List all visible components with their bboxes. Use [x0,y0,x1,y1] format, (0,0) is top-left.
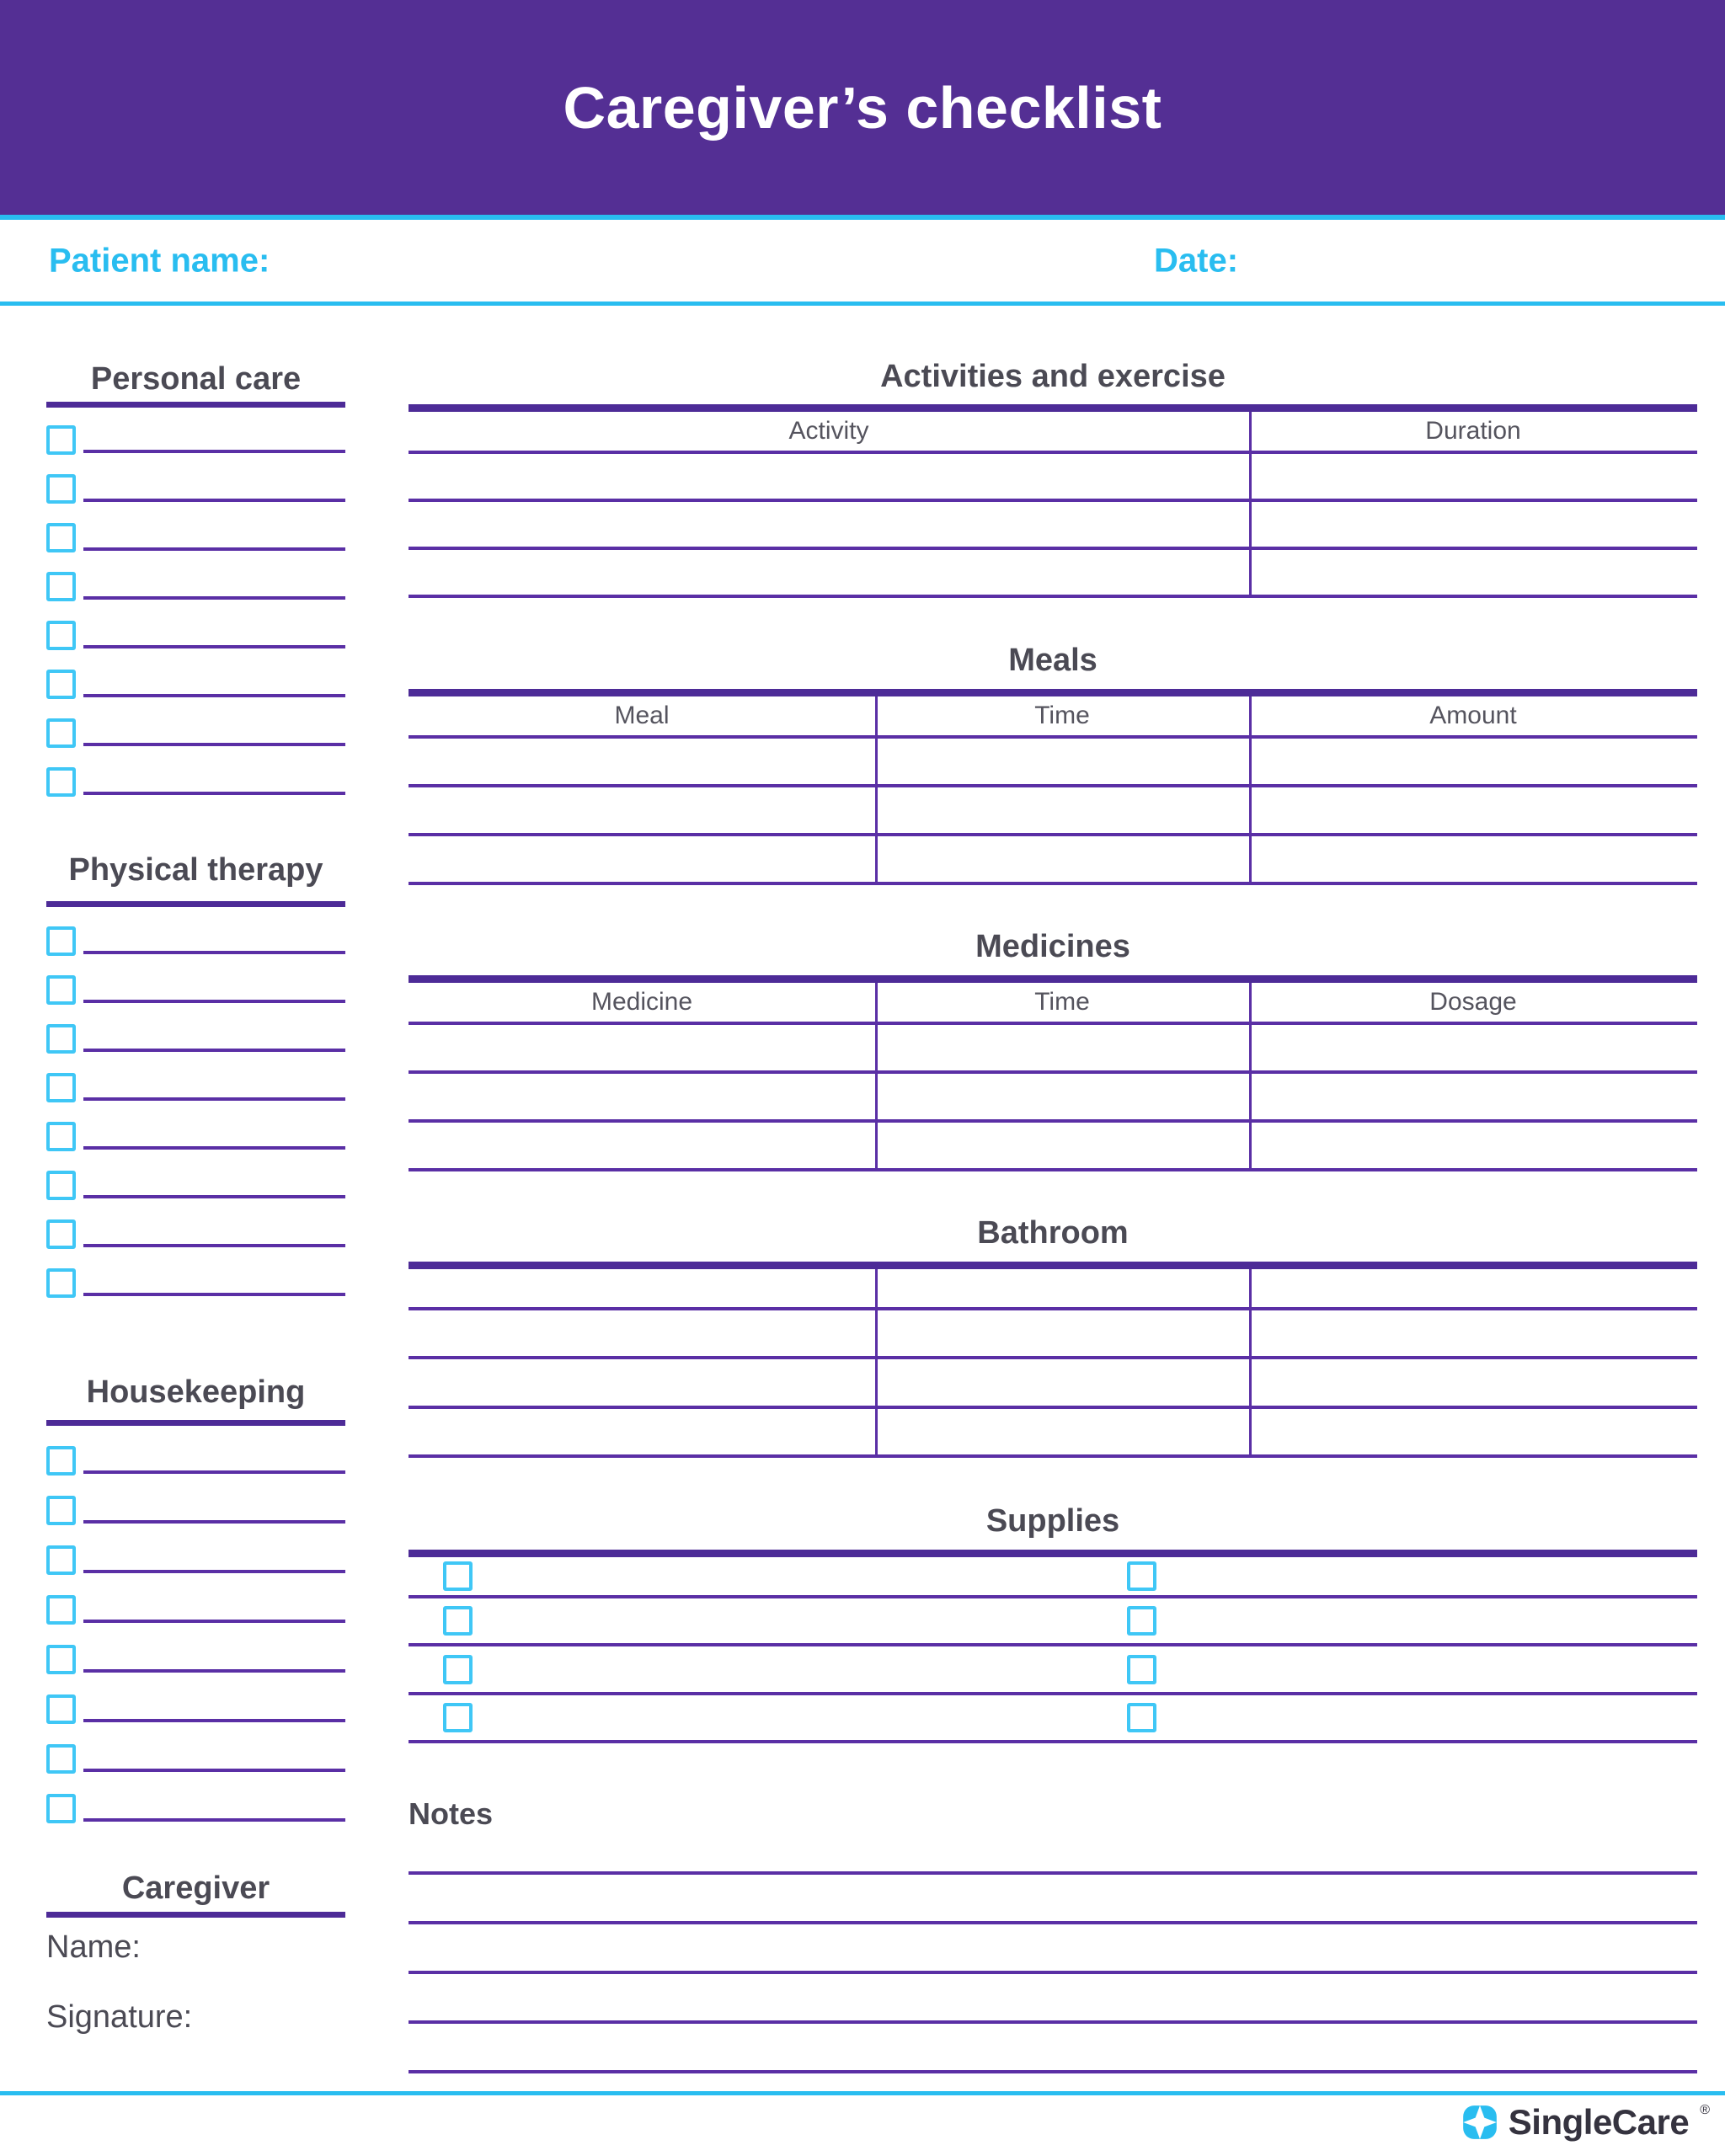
medicines-table [409,975,1697,1171]
checkbox[interactable] [46,1645,76,1674]
column-header-meal: Meal [614,702,670,729]
section-underline [46,901,345,907]
checkbox[interactable] [46,425,76,455]
write-in-line [83,1470,345,1474]
checkbox[interactable] [46,1268,76,1298]
page-title: Caregiver’s checklist [563,74,1162,141]
table-row [409,1074,1697,1123]
checkbox[interactable] [46,1595,76,1625]
notes-lines [409,1871,1697,2073]
write-in-line [83,1195,345,1198]
table-row [409,1269,1697,1310]
write-in-line [83,499,345,502]
patient-name-label: Patient name: [49,242,270,279]
checklist-item [30,1219,345,1268]
checkbox[interactable] [1127,1561,1156,1591]
checkbox[interactable] [46,572,76,601]
medicines-title: Medicines [975,929,1130,964]
checklist-item [30,926,345,975]
checklist-item [30,1446,345,1496]
checklist-item [30,1024,345,1073]
checklist-item [30,572,345,621]
column-divider [1249,1269,1252,1458]
section-personal-care [30,360,345,816]
section-bathroom [409,1214,1697,1458]
checklist-item [30,1645,345,1694]
column-header-amount: Amount [1429,702,1517,729]
checklist-item [30,1545,345,1595]
checklist-item [30,523,345,572]
table-row [409,1310,1697,1359]
section-notes [409,1796,1697,2120]
page-header [0,0,1725,215]
column-header-time: Time [1034,702,1090,729]
column-divider [1249,696,1252,885]
checkbox[interactable] [46,1122,76,1151]
activities-title: Activities and exercise [880,359,1226,394]
checkbox[interactable] [443,1703,473,1732]
checklist-item [30,425,345,474]
bathroom-table [409,1262,1697,1458]
checkbox[interactable] [443,1655,473,1684]
meals-table [409,689,1697,885]
checkbox[interactable] [46,926,76,956]
table-row [409,1359,1697,1409]
checklist-item [30,1171,345,1219]
table-row [409,836,1697,885]
checklist-item [30,1122,345,1171]
table-row [409,550,1697,598]
checkbox[interactable] [1127,1655,1156,1684]
write-in-line [83,1244,345,1247]
footer-divider [0,2091,1725,2095]
checkbox[interactable] [46,1219,76,1249]
housekeeping-title: Housekeeping [86,1374,306,1410]
bathroom-title: Bathroom [977,1215,1129,1251]
checklist-item [30,621,345,670]
checklist-item [30,975,345,1024]
table-row [409,1123,1697,1171]
singlecare-wordmark: SingleCare [1508,2102,1690,2142]
column-header-medicine: Medicine [590,988,693,1016]
notes-title: Notes [409,1796,494,1831]
supplies-row [409,1695,1697,1743]
section-medicines [409,928,1697,1171]
checkbox[interactable] [46,621,76,650]
checkbox[interactable] [46,718,76,748]
section-activities [409,358,1697,598]
write-in-line [83,1049,345,1052]
checkbox[interactable] [46,1171,76,1200]
checklist-item [30,474,345,523]
column-divider [875,696,878,885]
supplies-title: Supplies [985,1503,1120,1539]
write-in-line [83,694,345,697]
medicines-table-header [409,983,1697,1025]
write-in-line [409,1921,1697,1924]
write-in-line [83,1570,345,1573]
write-in-line [83,450,345,453]
table-row [409,739,1697,787]
checkbox[interactable] [46,1794,76,1823]
checklist-item [30,1694,345,1744]
checkbox[interactable] [46,767,76,797]
section-housekeeping [30,1374,345,1844]
write-in-line [83,1520,345,1524]
column-divider [1249,412,1252,598]
checkbox[interactable] [46,1024,76,1054]
write-in-line [83,1719,345,1722]
write-in-line [409,1871,1697,1875]
section-underline [46,402,345,408]
write-in-line [83,1293,345,1296]
table-row [409,502,1697,550]
write-in-line [83,547,345,551]
section-physical-therapy [30,851,345,1317]
checkbox[interactable] [46,670,76,699]
column-divider [875,1269,878,1458]
section-supplies [409,1502,1697,1743]
checkbox[interactable] [1127,1606,1156,1636]
activities-table-header [409,412,1697,454]
checkbox[interactable] [443,1561,473,1591]
singlecare-logo [1462,2102,1710,2143]
section-underline [46,1912,345,1918]
section-caregiver [30,1870,345,2036]
write-in-line [409,2020,1697,2024]
checkbox[interactable] [443,1606,473,1636]
registered-trademark-symbol: ® [1700,2103,1710,2117]
table-row [409,787,1697,836]
write-in-line [83,1769,345,1772]
checklist-item [30,670,345,718]
column-divider [1249,983,1252,1171]
write-in-line [83,1146,345,1150]
caregiver-name-label: Name: [46,1929,141,1965]
write-in-line [83,1818,345,1822]
checkbox[interactable] [46,975,76,1005]
checkbox[interactable] [46,523,76,552]
caregiver-signature-label: Signature: [46,1999,193,2035]
write-in-line [83,645,345,648]
meals-table-header [409,696,1697,739]
table-row [409,454,1697,502]
write-in-line [83,792,345,795]
section-underline [46,1420,345,1426]
patient-info-row [0,220,1725,302]
checkbox[interactable] [46,1446,76,1476]
meals-title: Meals [1008,643,1097,678]
patient-row-divider [0,302,1725,306]
supplies-row [409,1646,1697,1695]
checklist-item [30,1744,345,1794]
checkbox[interactable] [46,1694,76,1724]
write-in-line [83,1097,345,1101]
checklist-item [30,1073,345,1122]
write-in-line [83,596,345,600]
write-in-line [83,951,345,954]
date-label: Date: [1154,242,1239,279]
checkbox[interactable] [1127,1703,1156,1732]
checkbox[interactable] [46,1073,76,1102]
checklist-item [30,1496,345,1545]
write-in-line [409,2070,1697,2073]
write-in-line [409,1971,1697,1974]
checkbox[interactable] [46,1496,76,1525]
column-header-dosage: Dosage [1429,988,1517,1016]
checklist-item [30,1268,345,1317]
personal-care-title: Personal care [90,361,302,397]
write-in-line [83,1620,345,1623]
checklist-item [30,767,345,816]
column-header-activity: Activity [788,417,869,445]
activities-table [409,404,1697,598]
physical-therapy-title: Physical therapy [68,852,323,888]
supplies-row [409,1557,1697,1598]
column-header-duration: Duration [1425,417,1521,445]
column-header-time: Time [1034,988,1090,1016]
section-meals [409,642,1697,885]
supplies-row [409,1598,1697,1646]
table-row [409,1409,1697,1458]
checkbox[interactable] [46,1545,76,1575]
checklist-item [30,718,345,767]
checklist-item [30,1595,345,1645]
checklist-item [30,1794,345,1844]
singlecare-clover-icon [1462,2105,1498,2140]
write-in-line [83,1669,345,1673]
write-in-line [83,1000,345,1003]
table-row [409,1025,1697,1074]
write-in-line [83,743,345,746]
supplies-table [409,1550,1697,1743]
caregiver-title: Caregiver [121,1870,270,1906]
checkbox[interactable] [46,474,76,504]
checkbox[interactable] [46,1744,76,1774]
column-divider [875,983,878,1171]
